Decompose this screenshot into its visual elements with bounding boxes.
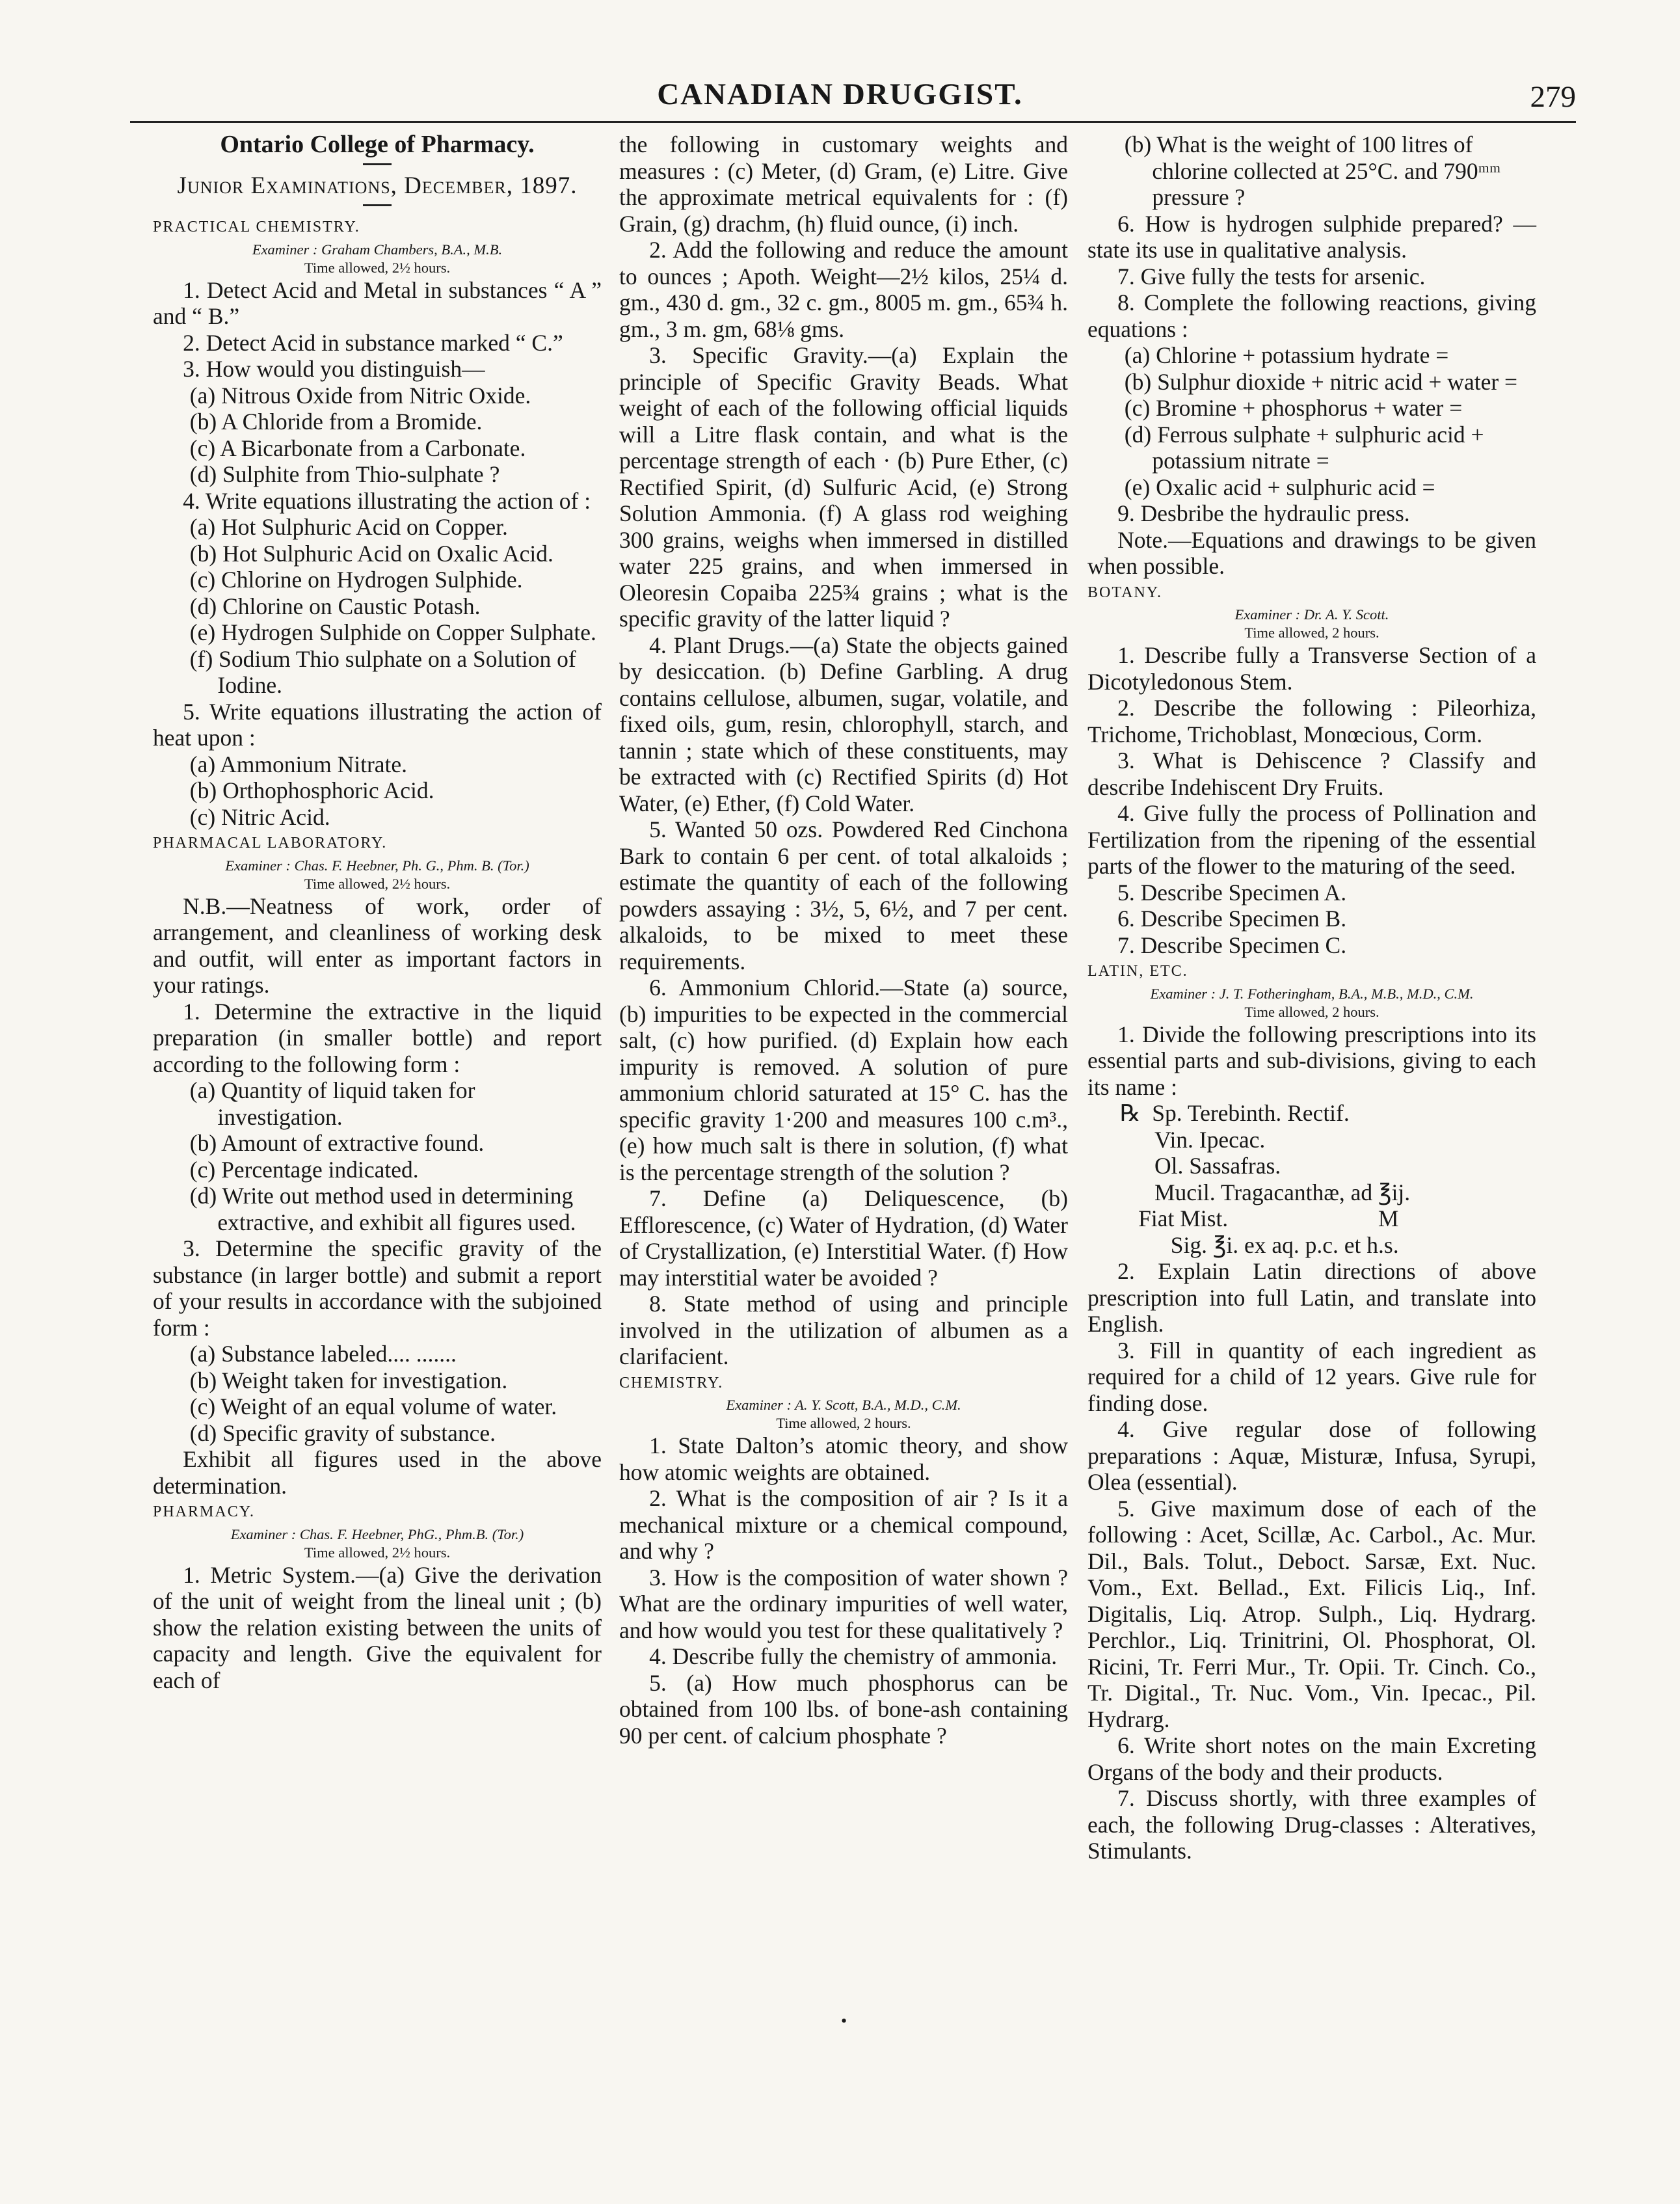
question: 2. Explain Latin directions of above prescription into full Latin, and translate into English. — [1087, 1258, 1536, 1337]
sub-question: (d) Write out method used in determining extractive, and exhibit all figures used. — [189, 1183, 576, 1235]
question: 4. Write equations illustrating the action of : — [183, 487, 591, 514]
question: 3. Specific Gravity.—(a) Explain the principle of Specific Gravity Beads. What weight of each of the following official liquids will a Litre flask contain, and what is the percentage strength of each · (b) Pure Ether, (c) Rectified Spirit, (d) Sulfuric Acid, (e) Strong Solution Ammonia. (f) A glass rod weighing 300 grains, weighs when immersed in distilled water 225 grains, and when immersed in Oleoresin Copaiba 225¾ grains ; what is the specific gravity of the latter liquid ? — [619, 342, 1068, 632]
column-1 — [153, 131, 602, 1693]
sub-question: (a) Ammonium Nitrate. — [189, 751, 408, 777]
question: 4. Describe fully the chemistry of ammonia. — [649, 1643, 1058, 1669]
section-title: PHARMACAL LABORATORY. — [153, 835, 388, 852]
print-speck: • — [841, 2011, 847, 2030]
question: 1. State Dalton’s atomic theory, and show how atomic weights are obtained. — [619, 1432, 1068, 1485]
question: 9. Desbribe the hydraulic press. — [1117, 500, 1410, 526]
column-3 — [1087, 131, 1536, 1864]
question: 6. Describe Specimen B. — [1117, 906, 1347, 932]
sub-question: (b) Amount of extractive found. — [189, 1130, 485, 1156]
question: 6. Write short notes on the main Excreting Organs of the body and their products. — [1087, 1732, 1536, 1785]
examiner-line: Examiner : Graham Chambers, B.A., M.B. — [252, 241, 503, 258]
divider — [363, 163, 392, 165]
question: 2. Add the following and reduce the amount to ounces ; Apoth. Weight—2½ kilos, 25¼ d. gm., 430 d. gm., 32 c. gm., 8005 m. gm., 65¾ h. gm., 3 m. gm, 68⅛ gms. — [619, 237, 1068, 342]
question: 5. Wanted 50 ozs. Powdered Red Cinchona Bark to contain 6 per cent. of total alkaloids ; estimate the quantity of each of the following powders assaying : 3½, 5, 6½, and 7 per cent. alkaloids, to be mixed to meet these requirements. — [619, 816, 1068, 974]
sub-question: (d) Chlorine on Caustic Potash. — [189, 593, 481, 619]
question: 5. (a) How much phosphorus can be obtained from 100 lbs. of bone-ash containing 90 per cent. of calcium phosphate ? — [619, 1669, 1068, 1749]
section-title: PRACTICAL CHEMISTRY. — [153, 219, 360, 235]
sub-question: (a) Hot Sulphuric Acid on Copper. — [189, 514, 508, 540]
question: 3. Fill in quantity of each ingredient as required for a child of 12 years. Give rule for finding dose. — [1087, 1337, 1536, 1416]
sub-question: (d) Ferrous sulphate + sulphuric acid + potassium nitrate = — [1124, 421, 1484, 474]
question: 6. How is hydrogen sulphide prepared? —state its use in qualitative analysis. — [1087, 210, 1536, 263]
question: 1. Determine the extractive in the liquid preparation (in smaller bottle) and report according to the following form : — [153, 998, 602, 1077]
time-allowed: Time allowed, 2½ hours. — [304, 1544, 451, 1561]
question: 4. Give regular dose of following preparations : Aquæ, Misturæ, Infusa, Syrupi, Olea (essential). — [1087, 1416, 1536, 1495]
sub-question: (b) What is the weight of 100 litres of chlorine collected at 25°C. and 790ᵐᵐ pressure ? — [1124, 131, 1501, 210]
prescription-line: Sig. ℥i. ex aq. p.c. et h.s. — [1170, 1231, 1399, 1258]
examiner-line: Examiner : Chas. F. Heebner, PhG., Phm.B. (Tor.) — [230, 1525, 524, 1542]
question: 7. Describe Specimen C. — [1117, 932, 1347, 958]
sub-question: (e) Hydrogen Sulphide on Copper Sulphate. — [189, 619, 596, 645]
question: 8. Complete the following reactions, giving equations : — [1087, 289, 1536, 342]
examiner-line: Examiner : Chas. F. Heebner, Ph. G., Phm. B. (Tor.) — [225, 857, 529, 874]
question: 7. Define (a) Deliquescence, (b) Efflorescence, (c) Water of Hydration, (d) Water of Crystallization, (e) Interstitial Water. (f) How may interstitial water be avoided ? — [619, 1185, 1068, 1291]
question: 7. Give fully the tests for arsenic. — [1117, 263, 1426, 289]
prescription-line: Ol. Sassafras. — [1154, 1153, 1281, 1179]
time-allowed: Time allowed, 2 hours. — [1244, 1003, 1380, 1020]
sub-question: (b) A Chloride from a Bromide. — [189, 409, 483, 435]
sub-question: (c) Percentage indicated. — [189, 1156, 419, 1183]
sub-question: (d) Specific gravity of substance. — [189, 1419, 496, 1446]
question: 1. Metric System.—(a) Give the derivation of the unit of weight from the lineal unit ; (b) show the relation existing between the units of capacity and length. Give the equivalent for each of — [153, 1561, 602, 1693]
sub-question: (a) Nitrous Oxide from Nitric Oxide. — [189, 382, 531, 409]
sub-question: (c) Chlorine on Hydrogen Sulphide. — [189, 567, 523, 593]
question: 2. Describe the following : Pileorhiza, Trichome, Trichoblast, Monœcious, Corm. — [1087, 695, 1536, 747]
prescription-line: Vin. Ipecac. — [1154, 1126, 1266, 1153]
time-allowed: Time allowed, 2 hours. — [776, 1415, 911, 1431]
sub-question: (a) Substance labeled.... ....... — [189, 1341, 457, 1367]
question: 5. Write equations illustrating the action of heat upon : — [153, 698, 602, 751]
time-allowed: Time allowed, 2 hours. — [1244, 625, 1380, 641]
sub-question: (c) Nitric Acid. — [189, 803, 330, 830]
question: 4. Give fully the process of Pollination and Fertilization from the ripening of the essential parts of the flower to the maturing of the seed. — [1087, 800, 1536, 879]
sub-question: (b) Sulphur dioxide + nitric acid + water = — [1124, 368, 1518, 395]
prescription-line: ℞ Sp. Terebinth. Rectif. — [1119, 1100, 1350, 1126]
question: 8. State method of using and principle involved in the utilization of albumen as a clarifacient. — [619, 1291, 1068, 1369]
section-title: LATIN, ETC. — [1087, 963, 1188, 980]
prescription-line: Fiat Mist. M — [1138, 1205, 1399, 1231]
prescription-line: Mucil. Tragacanthæ, ad ℥ij. — [1154, 1179, 1411, 1205]
question: 3. Determine the specific gravity of the substance (in larger bottle) and submit a report of your results in accordance with the subjoined form : — [153, 1235, 602, 1341]
header-rule — [130, 121, 1576, 123]
question: 5. Describe Specimen A. — [1117, 879, 1347, 906]
sub-question: (c) Bromine + phosphorus + water = — [1124, 395, 1463, 421]
paragraph: the following in customary weights and measures : (c) Meter, (d) Gram, (e) Litre. Give the approximate metrical equivalents for : (f) Grain, (g) drachm, (h) fluid ounce, (i) inch. — [619, 131, 1068, 237]
note: N.B.—Neatness of work, order of arrangement, and cleanliness of working desk and outfit, will enter as important factors in your ratings. — [153, 893, 602, 998]
sub-question: (e) Oxalic acid + sulphuric acid = — [1124, 474, 1435, 500]
question: 3. How is the composition of water shown ? What are the ordinary impurities of well water, and how would you test for these qualitatively ? — [619, 1564, 1068, 1643]
sub-question: (a) Quantity of liquid taken for investigation. — [189, 1077, 475, 1130]
question: 1. Divide the following prescriptions into its essential parts and sub-divisions, giving to each its name : — [1087, 1021, 1536, 1100]
examiner-line: Examiner : Dr. A. Y. Scott. — [1234, 606, 1389, 623]
sub-question: (b) Weight taken for investigation. — [189, 1367, 508, 1393]
question: 6. Ammonium Chlorid.—State (a) source, (b) impurities to be expected in the commercial salt, (c) how purified. (d) Explain how each impurity is removed. A solution of pure ammonium chlorid saturated at 15° C. has the specific gravity 1·200 and measures 100 c.m³., (e) how much salt is there in solution, (f) what is the percentage strength of the solution ? — [619, 974, 1068, 1185]
sub-question: (c) Weight of an equal volume of water. — [189, 1393, 557, 1419]
section-title: CHEMISTRY. — [619, 1374, 724, 1391]
column-2 — [619, 131, 1068, 1749]
sub-question: (b) Hot Sulphuric Acid on Oxalic Acid. — [189, 540, 553, 567]
note: Note.—Equations and drawings to be given when possible. — [1087, 526, 1536, 579]
question: 3. What is Dehiscence ? Classify and describe Indehiscent Dry Fruits. — [1087, 747, 1536, 800]
sub-question: (d) Sulphite from Thio-sulphate ? — [189, 461, 500, 487]
examiner-line: Examiner : J. T. Fotheringham, B.A., M.B., M.D., C.M. — [1150, 985, 1474, 1002]
time-allowed: Time allowed, 2½ hours. — [304, 259, 451, 276]
question: 4. Plant Drugs.—(a) State the objects gained by desiccation. (b) Define Garbling. A drug contains cellulose, albumen, sugar, volatile, and fixed oils, gum, resin, chlorophyll, starch, and tannin ; state which of these constituents, may be extracted with (c) Rectified Spirits (d) Hot Water, (e) Ether, (f) Cold Water. — [619, 632, 1068, 816]
sub-question: (b) Orthophosphoric Acid. — [189, 777, 434, 803]
sub-question: (a) Chlorine + potassium hydrate = — [1124, 342, 1449, 368]
question: 5. Give maximum dose of each of the following : Acet, Scillæ, Ac. Carbol., Ac. Mur. Dil., Bals. Tolut., Deboct. Sarsæ, Ext. Nuc. Vom., Ext. Bellad., Ext. Filicis Liq., Inf. Digitalis, Liq. Atrop. Sulph., Liq. Hydrarg. Perchlor., Liq. Trinitrini, Ol. Phosphorat, Ol. Ricini, Tr. Ferri Mur., Tr. Opii. Tr. Cinch. Co., Tr. Digital., Tr. Nuc. Vom., Vin. Ipecac., Pil. Hydrarg. — [1087, 1495, 1536, 1732]
examiner-line: Examiner : A. Y. Scott, B.A., M.D., C.M. — [726, 1397, 961, 1413]
running-head: CANADIAN DRUGGIST. — [657, 77, 1023, 111]
exam-title: Junior Examinations, December, 1897. — [177, 172, 578, 199]
time-allowed: Time allowed, 2½ hours. — [304, 875, 451, 892]
divider — [363, 204, 392, 206]
question: 2. What is the composition of air ? Is it a mechanical mixture or a chemical compound, and why ? — [619, 1485, 1068, 1564]
page-number: 279 — [1530, 80, 1576, 114]
college-heading: Ontario College of Pharmacy. — [220, 131, 535, 158]
question: 2. Detect Acid in substance marked “ C.” — [183, 329, 563, 356]
question: 1. Detect Acid and Metal in substances “ A ” and “ B.” — [153, 276, 602, 329]
question: 1. Describe fully a Transverse Section of a Dicotyledonous Stem. — [1087, 642, 1536, 695]
question: 3. How would you distinguish— — [183, 356, 485, 382]
section-title: BOTANY. — [1087, 584, 1162, 601]
question: Exhibit all figures used in the above determination. — [153, 1446, 602, 1499]
sub-question: (f) Sodium Thio sulphate on a Solution of Iodine. — [189, 645, 576, 698]
section-title: PHARMACY. — [153, 1503, 255, 1520]
sub-question: (c) A Bicarbonate from a Carbonate. — [189, 435, 526, 461]
question: 7. Discuss shortly, with three examples of each, the following Drug-classes : Alteratives, Stimulants. — [1087, 1785, 1536, 1864]
